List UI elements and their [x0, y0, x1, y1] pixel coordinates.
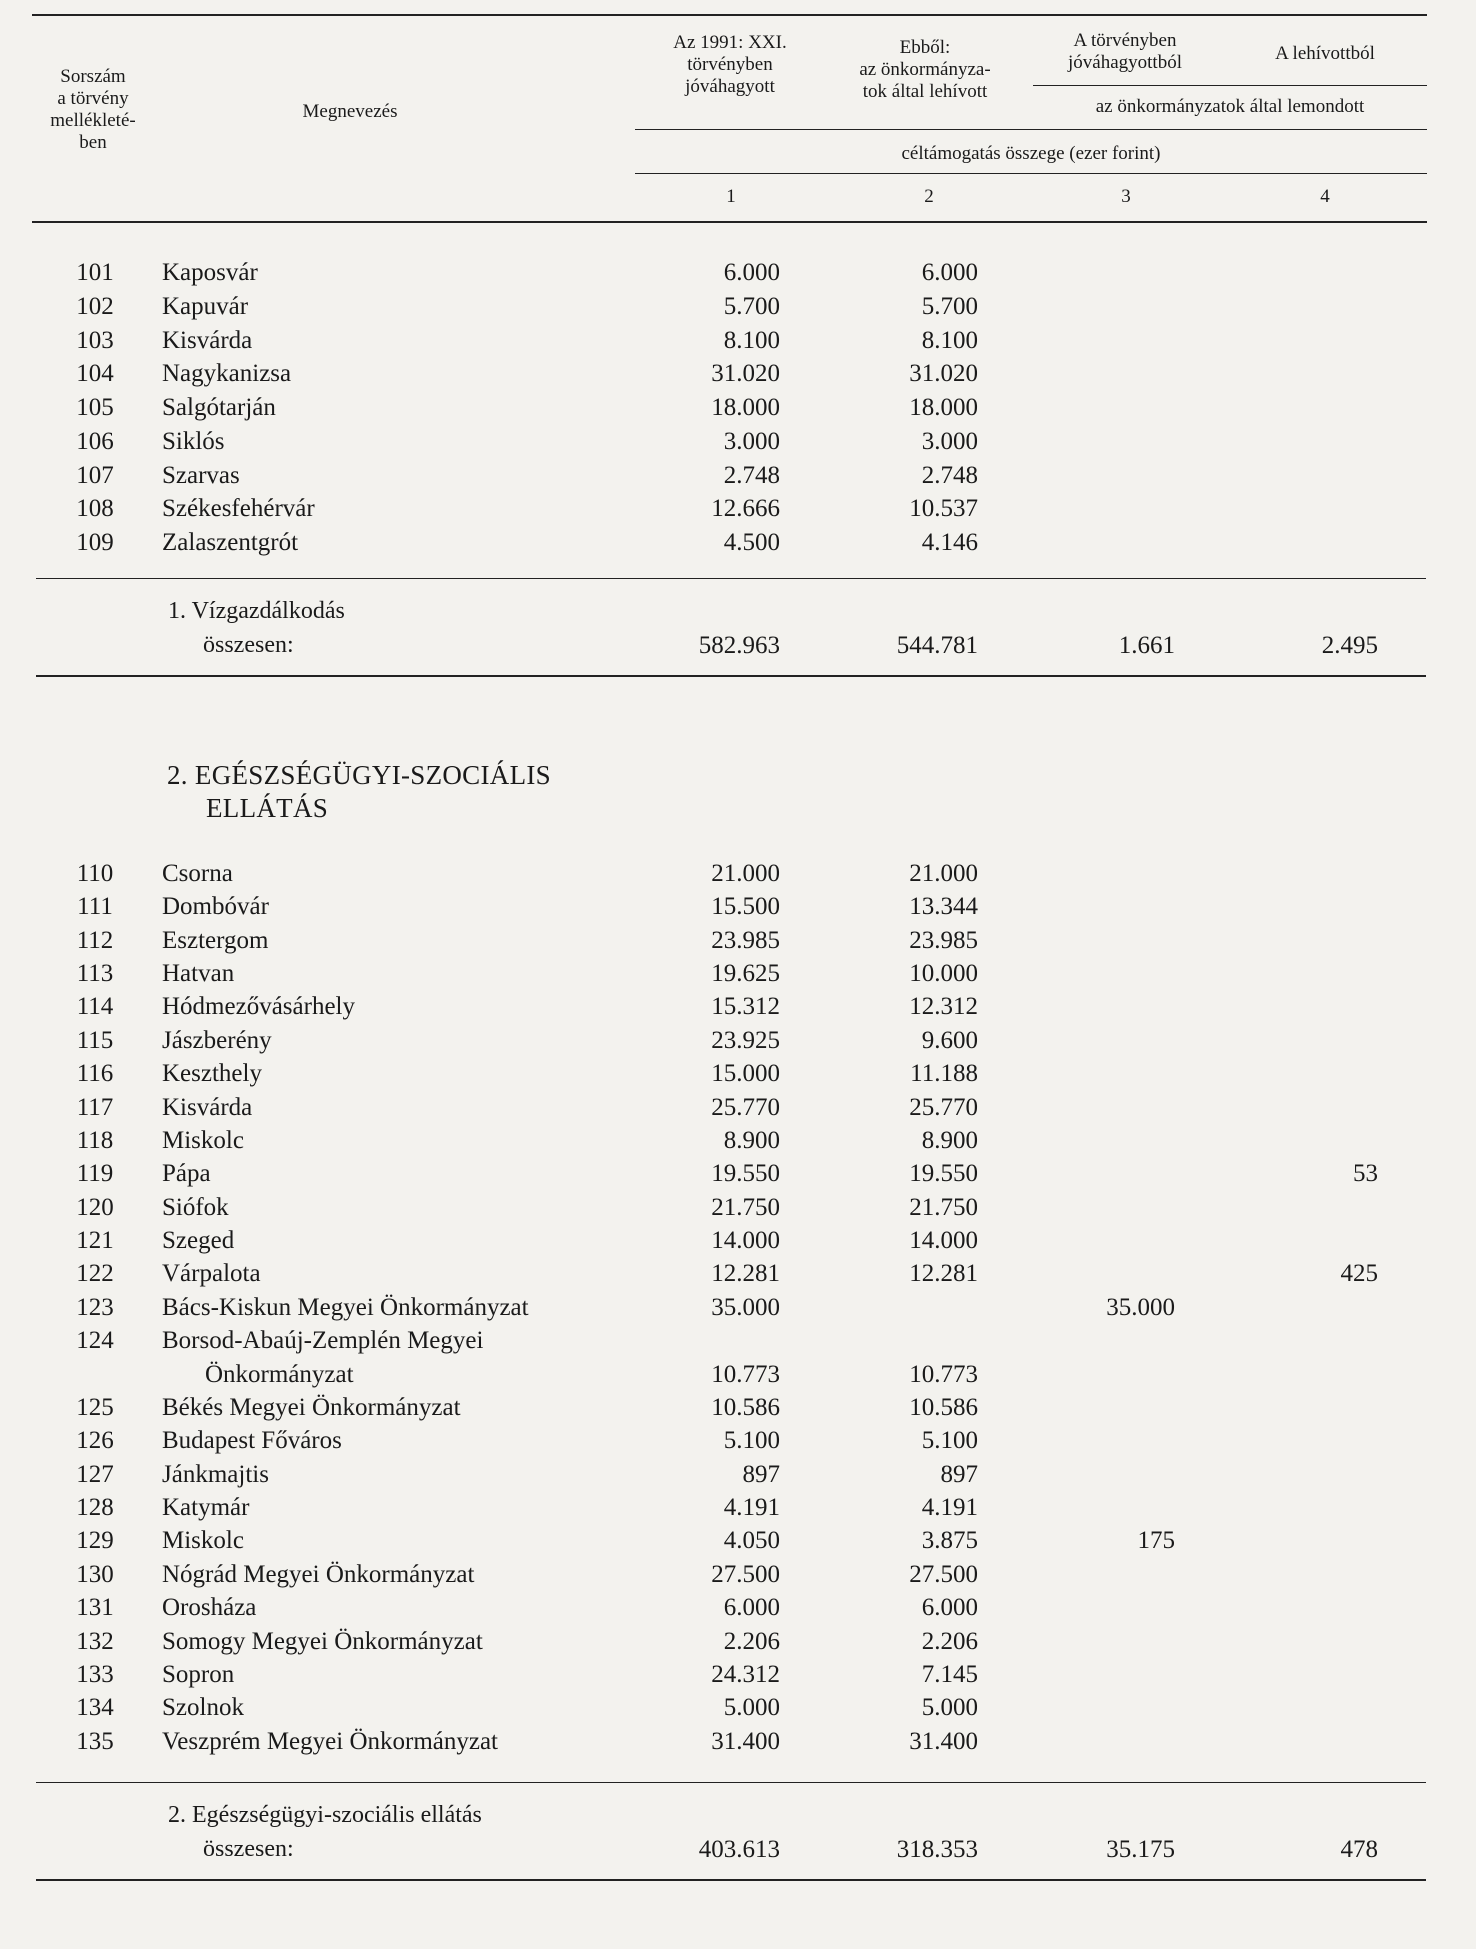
section1-total-label: 1. Vízgazdálkodás	[168, 598, 345, 624]
row-name: Szeged	[162, 1227, 235, 1255]
table-row	[0, 425, 1476, 458]
row-name: Keszthely	[162, 1060, 262, 1088]
value-jovahagyott: 2.748	[723, 461, 780, 489]
value-lehivott: 3.000	[921, 427, 978, 455]
row-name: Hatvan	[162, 960, 235, 988]
row-name: Jánkmajtis	[162, 1460, 269, 1488]
table-row	[0, 1391, 1476, 1424]
value-jovahagyott: 4.050	[723, 1527, 780, 1555]
value-jovahagyott: 4.500	[723, 529, 780, 556]
table-row	[0, 1424, 1476, 1457]
value-jovahagyott: 18.000	[711, 394, 780, 421]
value-lehivott: 897	[940, 1460, 978, 1488]
table-row	[0, 1458, 1476, 1491]
value-lehivott: 21.750	[909, 1193, 978, 1221]
table-row	[0, 1524, 1476, 1557]
row-number: 115	[76, 1026, 114, 1054]
value-lehivott: 8.900	[921, 1126, 978, 1154]
value-jovahagyott: 12.666	[711, 495, 780, 523]
section2-total-v1: 403.613	[698, 1836, 780, 1863]
row-number: 102	[76, 292, 114, 320]
table-row	[0, 1324, 1476, 1357]
section1-total-v4: 2.495	[1321, 632, 1378, 659]
value-jovahagyott: 24.312	[711, 1660, 780, 1688]
table-row	[0, 1257, 1476, 1290]
header-col3: A törvényben jóváhagyottból	[1068, 30, 1182, 73]
table-row	[0, 924, 1476, 957]
value-jovahagyott: 5.100	[723, 1427, 780, 1455]
row-number: 114	[76, 993, 114, 1021]
section2-total-v2: 318.353	[896, 1836, 978, 1863]
value-lemondott-jovahagyott: 175	[1137, 1527, 1175, 1555]
table-row	[0, 1091, 1476, 1124]
value-jovahagyott: 31.020	[711, 360, 780, 388]
column-number-4: 4	[1320, 186, 1330, 207]
value-jovahagyott: 8.900	[723, 1126, 780, 1154]
row-name: Várpalota	[162, 1260, 261, 1288]
value-jovahagyott: 6.000	[723, 259, 780, 286]
value-lemondott-lehivott: 53	[1353, 1160, 1378, 1188]
row-number: 104	[76, 360, 114, 388]
value-lehivott: 13.344	[909, 893, 978, 921]
value-jovahagyott: 8.100	[723, 326, 780, 354]
row-number: 107	[76, 461, 114, 489]
value-jovahagyott: 27.500	[711, 1560, 780, 1588]
value-jovahagyott: 14.000	[711, 1227, 780, 1255]
row-number: 131	[76, 1594, 114, 1622]
row-name: Kisvárda	[162, 1093, 253, 1121]
row-name: Békés Megyei Önkormányzat	[162, 1393, 461, 1421]
header-lemondott: az önkormányzatok által lemondott	[1095, 96, 1365, 117]
section1-total-rule	[36, 578, 1426, 579]
value-lehivott: 7.145	[921, 1660, 978, 1688]
value-jovahagyott: 5.000	[723, 1694, 780, 1722]
row-number: 101	[76, 259, 114, 286]
header-rule-cols	[635, 129, 1427, 130]
row-number: 132	[76, 1627, 114, 1655]
value-lehivott: 23.985	[909, 926, 978, 954]
value-lehivott: 10.773	[909, 1360, 978, 1388]
row-name: Önkormányzat	[205, 1360, 354, 1388]
value-jovahagyott: 23.985	[711, 926, 780, 954]
row-number: 109	[76, 529, 114, 556]
value-jovahagyott: 15.500	[711, 893, 780, 921]
row-name: Szarvas	[162, 461, 240, 489]
row-name: Siklós	[162, 427, 225, 455]
table-row	[0, 990, 1476, 1023]
table-row	[0, 1057, 1476, 1090]
table-row	[0, 1224, 1476, 1257]
row-number: 121	[76, 1227, 114, 1255]
table-row	[0, 1491, 1476, 1524]
row-number: 105	[76, 394, 114, 421]
table-row	[0, 1124, 1476, 1157]
header-col1: Az 1991: XXI. törvényben jóváhagyott	[673, 32, 787, 97]
value-lehivott: 9.600	[921, 1026, 978, 1054]
table-row	[0, 1591, 1476, 1624]
row-name: Somogy Megyei Önkormányzat	[162, 1627, 483, 1655]
value-lehivott: 4.191	[921, 1494, 978, 1522]
row-name: Pápa	[162, 1160, 211, 1188]
value-lehivott: 5.100	[921, 1427, 978, 1455]
row-number: 124	[76, 1327, 114, 1355]
section2-total-v4: 478	[1340, 1836, 1378, 1863]
value-lehivott: 5.000	[921, 1694, 978, 1722]
table-row	[0, 290, 1476, 323]
value-jovahagyott: 25.770	[711, 1093, 780, 1121]
row-name: Nógrád Megyei Önkormányzat	[162, 1560, 475, 1588]
table-row	[0, 957, 1476, 990]
row-name: Veszprém Megyei Önkormányzat	[162, 1727, 498, 1755]
value-lehivott: 12.281	[909, 1260, 978, 1288]
value-lehivott: 6.000	[921, 259, 978, 286]
value-jovahagyott: 10.586	[711, 1393, 780, 1421]
row-name: Székesfehérvár	[162, 495, 315, 523]
value-lehivott: 12.312	[909, 993, 978, 1021]
row-name: Nagykanizsa	[162, 360, 292, 388]
section2-total-rule	[36, 1782, 1426, 1783]
column-number-1: 1	[726, 186, 736, 207]
row-name: Jászberény	[162, 1026, 272, 1054]
row-number: 128	[76, 1494, 114, 1522]
row-name: Bács-Kiskun Megyei Önkormányzat	[162, 1293, 529, 1321]
row-name: Siófok	[162, 1193, 229, 1221]
header-megnevezes: Megnevezés	[302, 101, 398, 122]
row-number: 106	[76, 427, 114, 455]
section1-total-v3: 1.661	[1118, 632, 1175, 659]
row-number: 134	[76, 1694, 114, 1722]
row-name: Orosháza	[162, 1594, 257, 1622]
row-name: Sopron	[162, 1660, 235, 1688]
row-number: 119	[76, 1160, 114, 1188]
row-number: 113	[76, 960, 114, 988]
row-number: 108	[76, 495, 114, 523]
value-jovahagyott: 3.000	[723, 427, 780, 455]
table-row	[0, 1558, 1476, 1591]
value-lehivott: 19.550	[909, 1160, 978, 1188]
table-row	[0, 1191, 1476, 1224]
row-name: Dombóvár	[162, 893, 269, 921]
value-lehivott: 14.000	[909, 1227, 978, 1255]
row-name: Borsod-Abaúj-Zemplén Megyei	[162, 1327, 484, 1355]
value-jovahagyott: 15.312	[711, 993, 780, 1021]
row-name: Esztergom	[162, 926, 269, 954]
value-lehivott: 8.100	[921, 326, 978, 354]
row-number: 118	[76, 1126, 114, 1154]
row-number: 122	[76, 1260, 114, 1288]
table-row	[0, 1291, 1476, 1324]
header-col2: Ebből: az önkormányza- tok által lehívott	[859, 37, 991, 102]
row-number: 117	[76, 1093, 114, 1121]
value-lehivott: 21.000	[909, 860, 978, 887]
value-lehivott: 2.206	[921, 1627, 978, 1655]
value-lehivott: 18.000	[909, 394, 978, 421]
value-lehivott: 4.146	[921, 529, 978, 556]
table-row	[0, 857, 1476, 890]
value-lehivott: 27.500	[909, 1560, 978, 1588]
row-number: 130	[76, 1560, 114, 1588]
value-jovahagyott: 19.625	[711, 960, 780, 988]
row-name: Zalaszentgrót	[162, 529, 299, 556]
section1-total-label-2: összesen:	[203, 632, 294, 658]
table-row	[0, 256, 1476, 289]
top-rule	[32, 14, 1427, 16]
row-name: Miskolc	[162, 1527, 244, 1555]
section1-total-v2: 544.781	[896, 632, 978, 659]
row-number: 129	[76, 1527, 114, 1555]
value-lehivott: 10.000	[909, 960, 978, 988]
row-name: Szolnok	[162, 1694, 244, 1722]
value-jovahagyott: 31.400	[711, 1727, 780, 1755]
row-number: 111	[77, 893, 113, 921]
table-row	[0, 459, 1476, 492]
table-row	[0, 324, 1476, 357]
row-number: 116	[76, 1060, 114, 1088]
row-number: 120	[76, 1193, 114, 1221]
section2-total-label: 2. Egészségügyi-szociális ellátás	[168, 1802, 482, 1828]
section1-total-values	[0, 629, 1476, 662]
row-name: Budapest Főváros	[162, 1427, 342, 1455]
table-row	[0, 1625, 1476, 1658]
value-jovahagyott: 35.000	[711, 1293, 780, 1321]
value-lehivott: 6.000	[921, 1594, 978, 1622]
row-number: 126	[76, 1427, 114, 1455]
section1-end-rule	[36, 675, 1426, 677]
table-row	[0, 1658, 1476, 1691]
column-number-2: 2	[924, 186, 934, 207]
value-jovahagyott: 897	[742, 1460, 780, 1488]
row-number: 103	[76, 326, 114, 354]
row-number: 125	[76, 1393, 114, 1421]
row-name: Kisvárda	[162, 326, 253, 354]
column-number-3: 3	[1121, 186, 1131, 207]
value-lehivott: 3.875	[921, 1527, 978, 1555]
row-number: 133	[76, 1660, 114, 1688]
header-col4: A lehívottból	[1275, 43, 1375, 64]
header-bottom-rule	[32, 221, 1427, 223]
table-row	[0, 1691, 1476, 1724]
value-lemondott-lehivott: 425	[1340, 1260, 1378, 1288]
header-rule-col34	[1033, 85, 1427, 86]
section2-total-label-2: összesen:	[203, 1836, 294, 1862]
value-jovahagyott: 6.000	[723, 1594, 780, 1622]
table-row	[0, 391, 1476, 424]
table-row	[0, 1157, 1476, 1190]
row-number: 110	[76, 860, 114, 887]
table-row	[0, 1358, 1476, 1391]
value-jovahagyott: 21.000	[711, 860, 780, 887]
value-jovahagyott: 15.000	[711, 1060, 780, 1088]
table-row	[0, 1024, 1476, 1057]
section2-end-rule	[36, 1879, 1426, 1881]
table-row	[0, 492, 1476, 525]
row-name: Kaposvár	[162, 259, 258, 286]
value-lemondott-jovahagyott: 35.000	[1106, 1293, 1175, 1321]
value-jovahagyott: 19.550	[711, 1160, 780, 1188]
row-name: Kapuvár	[162, 292, 249, 320]
value-lehivott: 31.400	[909, 1727, 978, 1755]
row-name: Katymár	[162, 1494, 250, 1522]
section2-total-values	[0, 1833, 1476, 1866]
table-row	[0, 526, 1476, 559]
value-lehivott: 5.700	[921, 292, 978, 320]
row-number: 123	[76, 1293, 114, 1321]
table-row	[0, 357, 1476, 390]
value-lehivott: 2.748	[921, 461, 978, 489]
row-number: 135	[76, 1727, 114, 1755]
value-jovahagyott: 4.191	[723, 1494, 780, 1522]
value-lehivott: 25.770	[909, 1093, 978, 1121]
value-jovahagyott: 23.925	[711, 1026, 780, 1054]
value-jovahagyott: 10.773	[711, 1360, 780, 1388]
value-lehivott: 10.586	[909, 1393, 978, 1421]
row-name: Csorna	[162, 860, 233, 887]
section2-title: 2. EGÉSZSÉGÜGYI-SZOCIÁLIS ELLÁTÁS	[167, 760, 551, 823]
table-row	[0, 890, 1476, 923]
header-celtamogatas: céltámogatás összege (ezer forint)	[901, 143, 1161, 164]
value-jovahagyott: 12.281	[711, 1260, 780, 1288]
header-rule-numbers	[635, 173, 1427, 174]
value-lehivott: 11.188	[910, 1060, 978, 1088]
section1-total-v1: 582.963	[698, 632, 780, 659]
value-jovahagyott: 2.206	[723, 1627, 780, 1655]
section2-total-v3: 35.175	[1106, 1836, 1175, 1863]
row-name: Hódmezővásárhely	[162, 993, 355, 1021]
value-jovahagyott: 5.700	[723, 292, 780, 320]
row-number: 127	[76, 1460, 114, 1488]
value-jovahagyott: 21.750	[711, 1193, 780, 1221]
header-sorszam: Sorszám a törvény mellékleté- ben	[50, 66, 136, 153]
row-name: Salgótarján	[162, 394, 276, 421]
value-lehivott: 10.537	[909, 495, 978, 523]
table-row	[0, 1725, 1476, 1758]
value-lehivott: 31.020	[909, 360, 978, 388]
row-name: Miskolc	[162, 1126, 244, 1154]
row-number: 112	[76, 926, 114, 954]
